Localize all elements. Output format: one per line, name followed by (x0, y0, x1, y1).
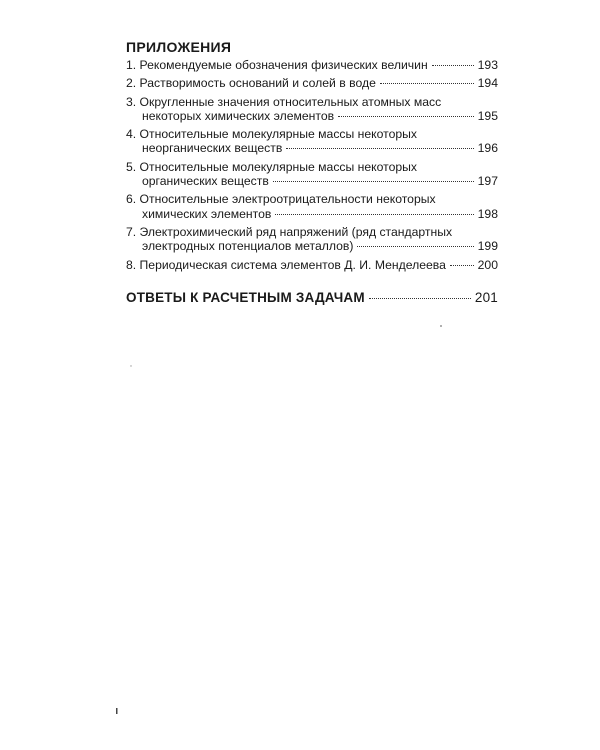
appendix-heading: ПРИЛОЖЕНИЯ (126, 39, 232, 55)
toc-entry-page: 193 (477, 58, 498, 72)
toc-entry-title-cont: химических элементов (142, 206, 272, 221)
toc-entry-page: 200 (477, 257, 498, 272)
toc-entry-title-cont: органических веществ (142, 174, 269, 189)
toc-entry-title: 6. Относительные электроотрицательности некоторых (126, 192, 436, 207)
toc-entry-title-cont: некоторых химических элементов (142, 108, 335, 123)
toc-entry-title-cont: неорганических веществ (142, 141, 283, 156)
toc-entry-page: 199 (477, 239, 498, 254)
toc-entry-title: 7. Электрохимический ряд напряжений (ряд стандартных (126, 224, 453, 239)
answers-page: 201 (474, 289, 498, 305)
toc-entry-title: 1. Рекомендуемые обозначения физических величин (126, 58, 428, 72)
toc-entry-title: 4. Относительные молекулярные массы некоторых (126, 127, 418, 142)
toc-entry-page: 194 (477, 76, 498, 91)
toc-entry-title: 8. Периодическая система элементов Д. И. Менделеева (126, 257, 446, 272)
answers-heading: ОТВЕТЫ К РАСЧЕТНЫМ ЗАДАЧАМ (126, 289, 365, 305)
toc-entry-page: 197 (477, 174, 498, 189)
toc-entry-page: 195 (477, 108, 498, 123)
toc-entry-title-cont: электродных потенциалов металлов) (142, 239, 354, 254)
toc-entry-title: 2. Растворимость оснований и солей в воде (126, 76, 376, 91)
toc-entry-title: 5. Относительные молекулярные массы некоторых (126, 159, 418, 174)
toc-entry-page: 198 (477, 206, 498, 221)
toc-entry-title: 3. Округленные значения относительных атомных масс (126, 94, 442, 109)
toc-entry-page: 196 (477, 141, 498, 156)
